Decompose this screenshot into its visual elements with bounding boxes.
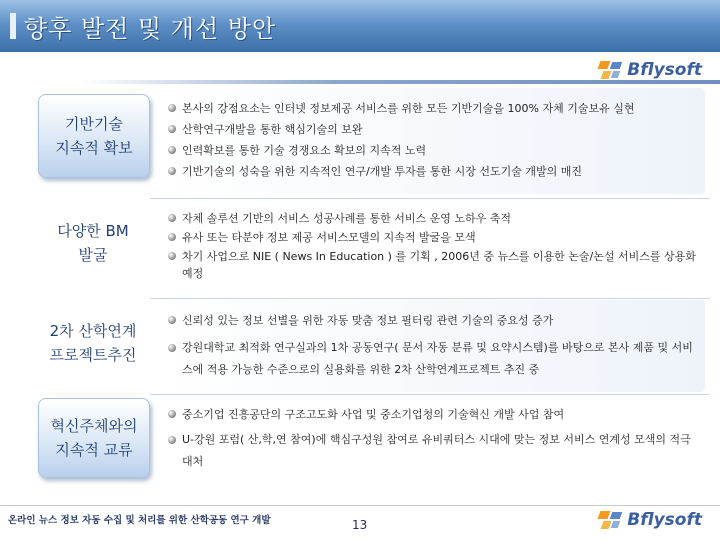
bullet-icon xyxy=(168,252,176,260)
bullet-icon xyxy=(168,316,176,324)
list-item: 자체 솔루션 기반의 서비스 성공사례를 통한 서비스 운영 노하우 축적 xyxy=(168,210,698,227)
list-item: 중소기업 진흥공단의 구조고도화 사업 및 중소기업청의 기술혁신 개발 사업 참여 xyxy=(168,406,698,423)
label-innovation-exchange xyxy=(38,398,150,478)
section-tech-bullets xyxy=(168,100,698,180)
list-item: U-강원 포럼( 산,학,연 참여)에 핵심구성원 참여로 유비쿼터스 시대에 맞는 정보 서비스 연계성 모색의 적극 대처 xyxy=(168,429,698,473)
label-line: 프로젝트추진 xyxy=(49,346,137,364)
bullet-icon xyxy=(168,233,176,241)
page-title: 향후 발전 및 개선 방안 xyxy=(24,15,277,43)
bullet-icon xyxy=(168,146,176,154)
label-line: 지속적 확보 xyxy=(55,139,133,157)
butterfly-logo-icon xyxy=(599,511,623,529)
bullet-icon xyxy=(168,104,176,112)
list-item: 인력확보를 통한 기술 경쟁요소 확보의 지속적 노력 xyxy=(168,142,698,159)
section-separator xyxy=(150,298,710,299)
brand-logo-top xyxy=(599,60,702,80)
label-line: 지속적 교류 xyxy=(55,441,133,459)
page-number: 13 xyxy=(352,518,368,532)
bullet-icon xyxy=(168,410,176,418)
section-bm-bullets xyxy=(168,210,698,282)
list-item: 기반기술의 성숙을 위한 지속적인 연구/개발 투자를 통한 시장 선도기술 개발의 매진 xyxy=(168,163,698,180)
section-project-bullets xyxy=(168,312,698,381)
header-divider xyxy=(80,80,720,84)
title-accent-bar xyxy=(10,13,16,39)
list-item: 유사 또는 타분야 정보 제공 서비스모델의 지속적 발굴을 모색 xyxy=(168,229,698,246)
label-tech-secure xyxy=(38,94,150,178)
bullet-icon xyxy=(168,344,176,352)
label-line: 발굴 xyxy=(78,246,108,264)
brand-name: Bflysoft xyxy=(627,60,702,80)
bullet-icon xyxy=(168,214,176,222)
brand-logo-bottom xyxy=(599,510,702,530)
list-item: 신뢰성 있는 정보 선별을 위한 자동 맞춤 정보 필터링 관련 기술의 중요성 증가 xyxy=(168,312,698,329)
bullet-icon xyxy=(168,125,176,133)
label-line: 혁신주체와의 xyxy=(50,417,138,435)
section-separator xyxy=(150,198,710,199)
label-industry-project xyxy=(38,310,148,376)
label-line: 기반기술 xyxy=(65,115,123,133)
list-item: 산학연구개발을 통한 핵심기술의 보완 xyxy=(168,121,698,138)
bullet-icon xyxy=(168,436,176,444)
butterfly-logo-icon xyxy=(599,61,623,79)
bullet-icon xyxy=(168,167,176,175)
list-item: 차기 사업으로 NIE ( News In Education ) 를 기획 , 2006년 중 뉴스를 이용한 논술/논설 서비스를 상용화 예정 xyxy=(168,248,698,282)
list-item: 강원대학교 최적화 연구실과의 1차 공동연구( 문서 자동 분류 및 요약시스템)를 바탕으로 본사 제품 및 서비스에 적용 가능한 수준으로의 실용화를 위한 2차 산학연계프로젝트 추진 중 xyxy=(168,337,698,381)
footer-divider xyxy=(0,505,720,506)
label-line: 2차 산학연계 xyxy=(49,322,137,340)
brand-name: Bflysoft xyxy=(627,510,702,530)
list-item: 본사의 강점요소는 인터넷 정보제공 서비스를 위한 모든 기반기술을 100% 자체 기술보유 실현 xyxy=(168,100,698,117)
section-innovation-bullets xyxy=(168,406,698,473)
title-banner xyxy=(0,0,720,52)
label-line: 다양한 BM xyxy=(57,222,129,240)
label-diverse-bm xyxy=(38,210,148,276)
section-separator xyxy=(150,394,710,395)
footer-caption: 온라인 뉴스 정보 자동 수집 및 처리를 위한 산학공동 연구 개발 xyxy=(8,515,271,526)
